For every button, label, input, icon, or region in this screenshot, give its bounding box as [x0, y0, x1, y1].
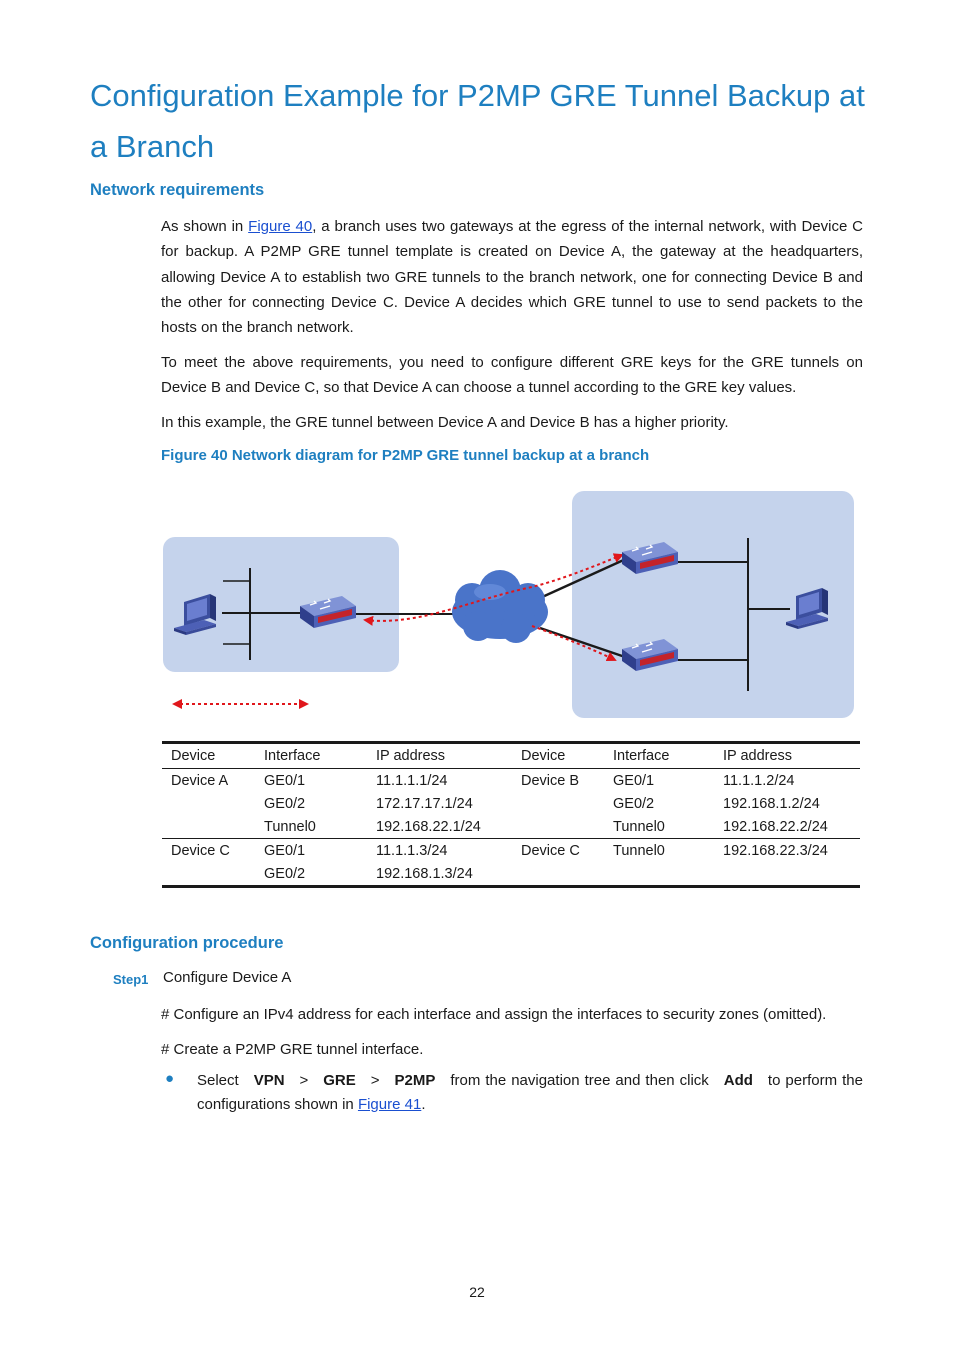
bullet-text-end: to perform the configurations shown in: [197, 1072, 863, 1113]
table-cell: [604, 862, 714, 887]
nav-separator: >: [370, 1072, 380, 1089]
table-cell: GE0/2: [264, 865, 306, 882]
step-text: Configure Device A: [163, 969, 292, 986]
table-row: [162, 769, 860, 793]
column-header: Interface: [604, 743, 714, 769]
address-table: [162, 741, 860, 888]
table-cell: 11.1.1.1/24: [376, 772, 448, 789]
network-diagram: [160, 488, 860, 728]
paragraph-requirements: To meet the above requirements, you need to configure different GRE keys for the GRE tunnels on Device B and Device C, so that Device A can choose a tunnel according to the GRE key values.: [161, 354, 863, 397]
table-row: [162, 792, 860, 815]
column-header: Device: [512, 743, 604, 769]
table-cell: GE0/2: [613, 795, 655, 812]
table-cell: GE0/1: [613, 772, 655, 789]
bullet-icon: ●: [165, 1070, 175, 1087]
comment-create-tunnel: # Create a P2MP GRE tunnel interface.: [161, 1041, 424, 1058]
column-header: Interface: [255, 743, 367, 769]
figure-caption: Figure 40 Network diagram for P2MP GRE tunnel backup at a branch: [161, 447, 650, 464]
bullet-instruction: [197, 1069, 863, 1117]
para1-text-a: As shown in: [161, 218, 249, 235]
table-cell: 192.168.22.1/24: [376, 818, 481, 835]
table-cell: 192.168.1.2/24: [723, 795, 820, 812]
nav-separator: >: [299, 1072, 309, 1089]
table-cell: Device A: [171, 772, 229, 789]
table-cell: Device B: [521, 772, 580, 789]
table-cell: 192.168.22.3/24: [714, 839, 860, 863]
table-row: [162, 862, 860, 887]
figure-41-link[interactable]: Figure 41: [357, 1096, 422, 1113]
table-row: [162, 815, 860, 839]
figure-40-link[interactable]: Figure 40: [248, 218, 313, 235]
table-cell: GE0/2: [264, 795, 306, 812]
para1-text-b: , a branch uses two gateways at the egress of the internal network, with Device C for backup. A P2MP GRE tunnel template is created on Device A, the gateway at the headquarters, allowing Device A to establish two GRE tunnels to the branch network, one for connecting Device B and the other for connecting Device C. Device A decides which GRE tunnel to use to send packets to the hosts on the branch network.: [161, 218, 864, 337]
table-cell: [512, 815, 604, 839]
table-cell: [512, 862, 604, 887]
table-cell: 172.17.17.1/24: [376, 795, 473, 812]
section-heading-network-requirements: Network requirements: [90, 181, 265, 199]
table-cell: 192.168.22.2/24: [723, 818, 828, 835]
add-keyword: Add: [723, 1072, 753, 1089]
table-cell: 11.1.1.2/24: [723, 772, 795, 789]
cloud-icon: [452, 570, 548, 643]
table-cell: GE0/1: [255, 839, 367, 863]
column-header: IP address: [714, 743, 860, 769]
table-cell: Tunnel0: [613, 818, 665, 835]
table-cell: Device C: [512, 839, 604, 863]
table-cell: Device C: [162, 839, 255, 863]
paragraph-intro: [161, 214, 863, 340]
table-cell: [162, 815, 255, 839]
nav-gre: GRE: [323, 1072, 356, 1089]
bullet-period: .: [421, 1096, 426, 1113]
bullet-word: Select: [197, 1072, 239, 1089]
column-header: Device: [162, 743, 255, 769]
nav-p2mp: P2MP: [394, 1072, 436, 1089]
comment-interfaces: # Configure an IPv4 address for each interface and assign the interfaces to security zones (omitted).: [161, 1006, 827, 1023]
page-title: Configuration Example for P2MP GRE Tunnel Backup at a Branch: [90, 78, 865, 164]
table-header-row: [162, 743, 860, 769]
nav-vpn: VPN: [253, 1072, 285, 1089]
table-cell: Tunnel0: [604, 839, 714, 863]
table-cell: [714, 862, 860, 887]
bullet-text-middle: from the navigation tree and then click: [450, 1072, 709, 1089]
column-header: IP address: [367, 743, 512, 769]
table-cell: GE0/1: [264, 772, 306, 789]
table-cell: [512, 792, 604, 815]
table-cell: [162, 862, 255, 887]
page-number: 22: [469, 1284, 485, 1300]
table-cell: 11.1.1.3/24: [367, 839, 512, 863]
paragraph-priority: In this example, the GRE tunnel between Device A and Device B has a higher priority.: [161, 414, 729, 431]
table-row: [162, 839, 860, 863]
section-heading-configuration-procedure: Configuration procedure: [90, 934, 284, 952]
table-cell: Tunnel0: [264, 818, 316, 835]
step-label: Step1: [113, 972, 149, 987]
table-cell: [162, 792, 255, 815]
table-cell: 192.168.1.3/24: [376, 865, 473, 882]
